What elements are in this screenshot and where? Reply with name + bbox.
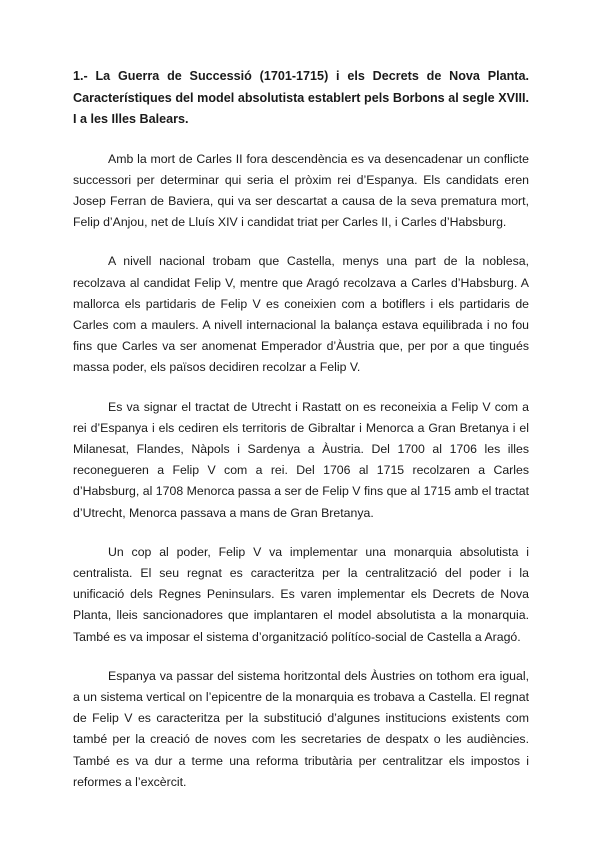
- paragraph-treaties: Es va signar el tractat de Utrecht i Rastatt on es reconeixia a Felip V com a rei d’Espanya i els cediren els territoris de Gibraltar i Menorca a Gran Bretanya i el Milanesat, Flandes, Nàpols i Sardenya a Àustria. Del 1700 al 1706 les illes reconegueren a Felip V com a rei. Del 1706 al 1715 recolzaren a Carles d’Habsburg, al 1708 Menorca passa a ser de Felip V fins que al 1715 amb el tractat d’Utrecht, Menorca passava a mans de Gran Bretanya.: [73, 399, 529, 520]
- paragraph-vertical-system: Espanya va passar del sistema horitzontal dels Àustries on tothom era igual, a un sistema vertical on l’epicentre de la monarquia es trobava a Castella. El regnat de Felip V es caracteritza per la substitució d’algunes institucions existents com també per la creació de noves com les secretaries de despatx o les audiències. També es va dur a terme una reforma tributària per centralitzar els impostos i reformes a l’excèrcit.: [73, 668, 529, 789]
- paragraph-succession-conflict: Amb la mort de Carles II fora descendència es va desencadenar un conflicte successori per determinar qui seria el pròxim rei d’Espanya. Els candidats eren Josep Ferran de Baviera, qui va ser descartat a causa de la seva prematura mort, Felip d’Anjou, net de Lluís XIV i candidat triat per Carles II, i Carles d’Habsburg.: [73, 151, 529, 230]
- paragraph-national-support: A nivell nacional trobam que Castella, menys una part de la noblesa, recolzava al candidat Felip V, mentre que Aragó recolzava a Carles d’Habsburg. A mallorca els partidaris de Felip V es coneixien com a botiflers i els partidaris de Carles com a maulers. A nivell internacional la balança estava equilibrada i no fou fins que Carles va ser anomenat Emperador d’Àustria que, per por a que tingués massa poder, els països decidiren recolzar a Felip V.: [73, 254, 529, 375]
- paragraph-absolutist-monarchy: Un cop al poder, Felip V va implementar una monarquia absolutista i centralista. El seu regnat es caracteritza per la centralització del poder i la unificació dels Regnes Peninsulars. Es varen implementar els Decrets de Nova Planta, lleis sancionadores que implantaren el model absolutista a la monarquia. També es va imposar el sistema d’organització polítíco-social de Castella a Aragó.: [73, 544, 529, 644]
- document-heading: 1.- La Guerra de Successió (1701-1715) i els Decrets de Nova Planta. Característiques del model absolutista establert pels Borbons al segle XVIII. I a les Illes Balears.: [73, 69, 529, 126]
- document-page: [73, 66, 529, 811]
